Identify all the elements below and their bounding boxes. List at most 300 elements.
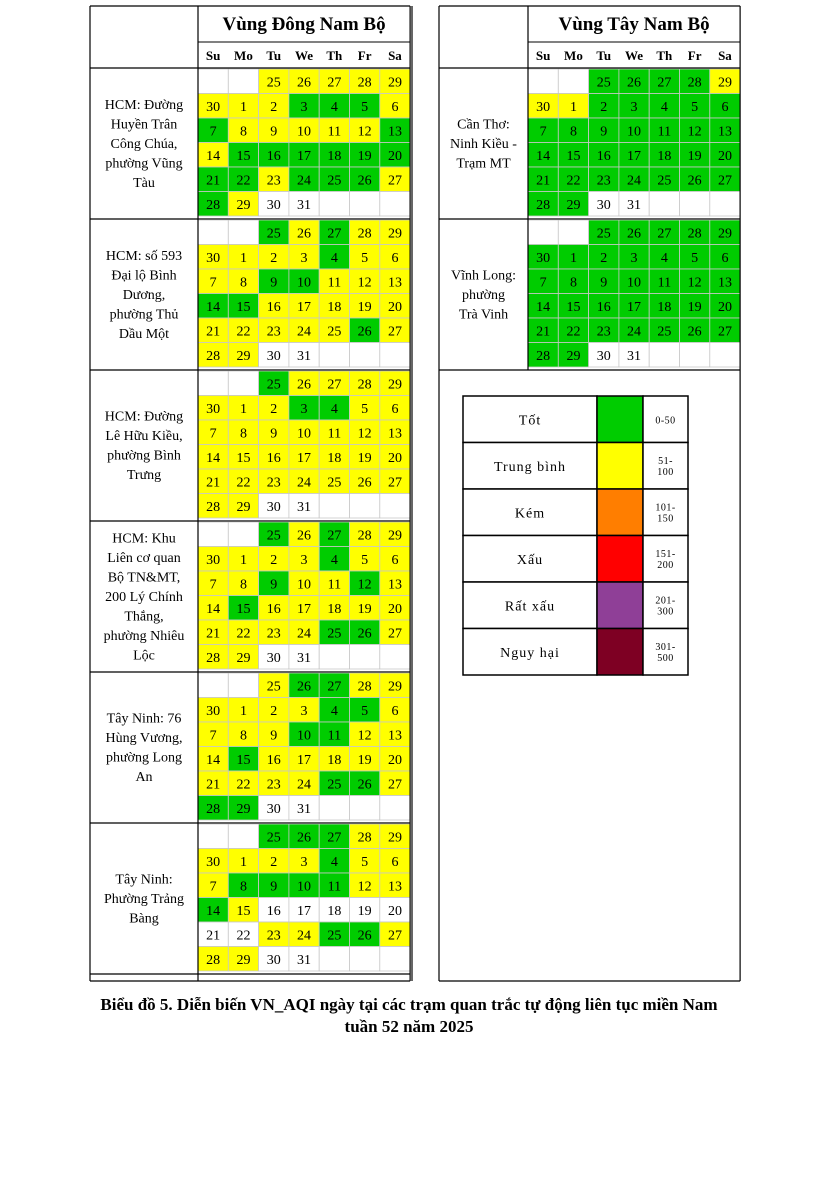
day-number: 21 [536, 173, 551, 189]
aqi-cell [350, 192, 380, 217]
day-number: 25 [266, 377, 281, 393]
legend-label: Trung bình [493, 459, 567, 475]
day-number: 29 [387, 75, 402, 91]
day-number: 16 [596, 148, 611, 164]
day-number: 4 [330, 552, 338, 568]
station-name-line: Bàng [129, 911, 159, 927]
day-number: 12 [357, 577, 372, 593]
weekday-label: We [625, 48, 644, 63]
day-number: 4 [330, 250, 338, 266]
day-number: 5 [361, 552, 369, 568]
station-name-line: Đại lộ Bình [111, 268, 177, 284]
day-number: 26 [297, 679, 312, 695]
day-number: 18 [657, 299, 672, 315]
weekday-label: Su [205, 48, 221, 63]
day-number: 10 [297, 426, 312, 442]
station-name-line: An [135, 770, 153, 785]
day-number: 17 [627, 299, 642, 315]
day-number: 29 [236, 499, 251, 515]
day-number: 22 [566, 324, 581, 340]
day-number: 7 [539, 124, 547, 140]
day-number: 8 [569, 124, 577, 140]
legend-color-swatch [597, 489, 643, 536]
weekday-label: Sa [718, 48, 732, 63]
aqi-cell [680, 192, 710, 217]
station-name-line: Liên cơ quan [107, 550, 181, 566]
day-number: 2 [270, 99, 278, 115]
day-number: 31 [297, 801, 312, 817]
day-number: 29 [717, 226, 732, 242]
day-number: 27 [657, 75, 672, 91]
aqi-cell [350, 796, 380, 821]
day-number: 14 [206, 299, 221, 315]
aqi-cell [228, 824, 258, 849]
day-number: 3 [300, 854, 308, 870]
day-number: 1 [239, 703, 247, 719]
station-name-line: Phường Trảng [104, 891, 184, 907]
day-number: 7 [209, 426, 217, 442]
day-number: 3 [300, 250, 308, 266]
station-name-line: phường [462, 287, 505, 303]
day-number: 17 [297, 903, 312, 919]
day-number: 30 [596, 348, 611, 364]
day-number: 20 [387, 299, 402, 315]
legend-range: 300 [657, 606, 674, 618]
day-number: 10 [297, 577, 312, 593]
aqi-cell [380, 494, 410, 519]
station-name-line: Hùng Vương, [105, 731, 183, 746]
day-number: 28 [536, 348, 551, 364]
day-number: 12 [357, 728, 372, 744]
day-number: 16 [266, 903, 281, 919]
station-name-line: Cần Thơ: [457, 117, 510, 133]
day-number: 13 [387, 577, 402, 593]
day-number: 20 [387, 450, 402, 466]
day-number: 20 [717, 148, 732, 164]
station-name-line: Bộ TN&MT, [107, 570, 181, 586]
day-number: 19 [687, 148, 702, 164]
day-number: 26 [297, 830, 312, 846]
day-number: 3 [300, 703, 308, 719]
day-number: 8 [239, 879, 247, 895]
day-number: 17 [297, 450, 312, 466]
aqi-cell [528, 69, 558, 94]
day-number: 21 [206, 173, 221, 189]
aqi-cell [198, 220, 228, 245]
station-name-line: HCM: Đường [104, 97, 184, 113]
aqi-cell [228, 522, 258, 547]
station-name-line: HCM: Đường [104, 409, 184, 425]
aqi-cell [380, 645, 410, 670]
day-number: 12 [357, 879, 372, 895]
day-number: 16 [266, 450, 281, 466]
station-name-line: phường Vũng [105, 156, 183, 172]
day-number: 31 [627, 348, 642, 364]
day-number: 29 [236, 801, 251, 817]
aqi-cell [649, 343, 679, 368]
day-number: 2 [270, 552, 278, 568]
day-number: 8 [239, 577, 247, 593]
day-number: 29 [387, 679, 402, 695]
day-number: 5 [361, 854, 369, 870]
day-number: 8 [239, 426, 247, 442]
station-name-line: phường Thủ [109, 307, 179, 323]
day-number: 20 [717, 299, 732, 315]
station-name-line: Lê Hữu Kiều, [105, 429, 183, 444]
aqi-cell [380, 343, 410, 368]
day-number: 29 [236, 197, 251, 213]
day-number: 6 [391, 703, 399, 719]
weekday-label: Th [656, 48, 673, 63]
day-number: 29 [387, 528, 402, 544]
day-number: 19 [357, 752, 372, 768]
aqi-cell [350, 947, 380, 972]
day-number: 1 [569, 250, 577, 266]
station-name-line: Ninh Kiều - [450, 136, 517, 152]
day-number: 28 [206, 348, 221, 364]
day-number: 19 [357, 601, 372, 617]
day-number: 25 [327, 928, 342, 944]
day-number: 4 [330, 99, 338, 115]
day-number: 17 [297, 299, 312, 315]
aqi-cell [228, 69, 258, 94]
day-number: 11 [327, 275, 342, 291]
day-number: 15 [236, 148, 251, 164]
aqi-cell [350, 494, 380, 519]
day-number: 26 [357, 777, 372, 793]
legend-range: 150 [657, 513, 674, 525]
day-number: 1 [239, 99, 247, 115]
weekday-label: Tu [596, 48, 612, 63]
day-number: 3 [630, 250, 638, 266]
station-name-line: Dầu Một [118, 326, 170, 342]
day-number: 10 [297, 124, 312, 140]
day-number: 25 [657, 173, 672, 189]
day-number: 29 [236, 952, 251, 968]
legend-label: Tốt [518, 413, 542, 429]
day-number: 11 [327, 124, 342, 140]
aqi-cell [350, 645, 380, 670]
day-number: 25 [327, 777, 342, 793]
day-number: 25 [266, 528, 281, 544]
day-number: 12 [357, 124, 372, 140]
day-number: 11 [327, 426, 342, 442]
aqi-cell [319, 645, 349, 670]
day-number: 4 [330, 854, 338, 870]
day-number: 30 [206, 401, 221, 417]
day-number: 2 [270, 854, 278, 870]
day-number: 21 [536, 324, 551, 340]
day-number: 15 [236, 752, 251, 768]
aqi-cell [198, 371, 228, 396]
aqi-cell [319, 947, 349, 972]
day-number: 8 [239, 728, 247, 744]
day-number: 26 [357, 324, 372, 340]
day-number: 31 [297, 650, 312, 666]
day-number: 17 [297, 601, 312, 617]
day-number: 13 [387, 728, 402, 744]
day-number: 26 [297, 528, 312, 544]
aqi-cell [350, 343, 380, 368]
day-number: 27 [327, 830, 342, 846]
day-number: 31 [297, 499, 312, 515]
day-number: 24 [297, 173, 312, 189]
day-number: 22 [236, 928, 251, 944]
day-number: 24 [297, 475, 312, 491]
day-number: 24 [297, 324, 312, 340]
day-number: 29 [387, 830, 402, 846]
day-number: 13 [387, 879, 402, 895]
day-number: 23 [266, 324, 281, 340]
day-number: 30 [206, 250, 221, 266]
day-number: 5 [361, 703, 369, 719]
station-name-line: 200 Lý Chính [105, 589, 183, 605]
station-name-line: Trưng [126, 468, 162, 483]
legend-color-swatch [597, 582, 643, 629]
aqi-cell [228, 371, 258, 396]
day-number: 21 [206, 324, 221, 340]
aqi-cell [198, 69, 228, 94]
day-number: 7 [209, 728, 217, 744]
day-number: 28 [357, 75, 372, 91]
day-number: 9 [600, 275, 608, 291]
day-number: 10 [297, 275, 312, 291]
station-name-line: Trà Vinh [458, 307, 509, 323]
day-number: 28 [687, 226, 702, 242]
day-number: 4 [660, 99, 668, 115]
day-number: 27 [717, 173, 732, 189]
day-number: 29 [717, 75, 732, 91]
aqi-cell [528, 220, 558, 245]
day-number: 20 [387, 903, 402, 919]
day-number: 30 [536, 99, 551, 115]
day-number: 21 [206, 928, 221, 944]
day-number: 30 [206, 854, 221, 870]
legend-color-swatch [597, 629, 643, 676]
day-number: 5 [361, 99, 369, 115]
day-number: 28 [206, 197, 221, 213]
station-name-line: Công Chúa, [110, 136, 178, 152]
day-number: 22 [236, 626, 251, 642]
day-number: 19 [687, 299, 702, 315]
day-number: 26 [357, 626, 372, 642]
day-number: 19 [357, 299, 372, 315]
day-number: 28 [206, 952, 221, 968]
day-number: 27 [387, 928, 402, 944]
day-number: 26 [687, 324, 702, 340]
day-number: 30 [206, 703, 221, 719]
day-number: 26 [627, 226, 642, 242]
station-name-line: Vĩnh Long: [451, 268, 516, 284]
day-number: 17 [627, 148, 642, 164]
day-number: 27 [387, 475, 402, 491]
day-number: 7 [209, 124, 217, 140]
day-number: 29 [387, 377, 402, 393]
legend-label: Rất xấu [504, 599, 556, 615]
day-number: 8 [239, 275, 247, 291]
day-number: 12 [687, 124, 702, 140]
day-number: 25 [327, 173, 342, 189]
day-number: 23 [266, 928, 281, 944]
day-number: 5 [691, 99, 699, 115]
day-number: 25 [327, 475, 342, 491]
day-number: 9 [270, 879, 278, 895]
day-number: 29 [236, 650, 251, 666]
day-number: 29 [566, 348, 581, 364]
day-number: 28 [206, 499, 221, 515]
day-number: 30 [206, 99, 221, 115]
day-number: 26 [297, 75, 312, 91]
day-number: 28 [357, 528, 372, 544]
weekday-label: Tu [266, 48, 282, 63]
day-number: 25 [266, 830, 281, 846]
station-name-line: Huyền Trân [110, 117, 178, 133]
day-number: 15 [566, 148, 581, 164]
day-number: 8 [239, 124, 247, 140]
day-number: 18 [327, 601, 342, 617]
station-name-line: Trạm MT [456, 156, 511, 172]
day-number: 17 [297, 148, 312, 164]
day-number: 14 [206, 752, 221, 768]
day-number: 9 [270, 728, 278, 744]
day-number: 2 [600, 99, 608, 115]
legend-range: 51- [658, 455, 673, 467]
day-number: 14 [206, 148, 221, 164]
day-number: 22 [566, 173, 581, 189]
day-number: 1 [239, 250, 247, 266]
day-number: 23 [266, 173, 281, 189]
day-number: 29 [387, 226, 402, 242]
day-number: 30 [596, 197, 611, 213]
day-number: 19 [357, 903, 372, 919]
aqi-cell [319, 192, 349, 217]
legend-color-swatch [597, 443, 643, 490]
weekday-label: Mo [234, 48, 253, 63]
day-number: 10 [297, 728, 312, 744]
day-number: 16 [266, 601, 281, 617]
day-number: 25 [596, 226, 611, 242]
day-number: 22 [236, 173, 251, 189]
region-title-1: Vùng Tây Nam Bộ [558, 14, 710, 35]
legend-range: 500 [657, 652, 674, 664]
day-number: 27 [327, 75, 342, 91]
day-number: 30 [266, 801, 281, 817]
day-number: 16 [266, 148, 281, 164]
aqi-cell [649, 192, 679, 217]
day-number: 3 [300, 552, 308, 568]
day-number: 9 [600, 124, 608, 140]
day-number: 7 [209, 275, 217, 291]
day-number: 21 [206, 626, 221, 642]
day-number: 27 [327, 377, 342, 393]
day-number: 12 [687, 275, 702, 291]
day-number: 30 [206, 552, 221, 568]
day-number: 6 [721, 99, 729, 115]
weekday-label: We [295, 48, 314, 63]
day-number: 21 [206, 475, 221, 491]
aqi-cell [198, 522, 228, 547]
day-number: 30 [536, 250, 551, 266]
day-number: 27 [327, 226, 342, 242]
day-number: 5 [691, 250, 699, 266]
legend-label: Kém [514, 506, 546, 522]
day-number: 28 [357, 679, 372, 695]
weekday-label: Sa [388, 48, 402, 63]
day-number: 11 [327, 728, 342, 744]
station-name-line: HCM: Khu [112, 531, 176, 547]
day-number: 31 [297, 348, 312, 364]
day-number: 9 [270, 577, 278, 593]
day-number: 25 [657, 324, 672, 340]
day-number: 26 [627, 75, 642, 91]
day-number: 16 [596, 299, 611, 315]
day-number: 23 [266, 777, 281, 793]
day-number: 11 [657, 275, 672, 291]
day-number: 18 [327, 752, 342, 768]
legend-range: 0-50 [655, 415, 676, 427]
day-number: 7 [539, 275, 547, 291]
aqi-cell [198, 824, 228, 849]
day-number: 26 [357, 928, 372, 944]
day-number: 17 [297, 752, 312, 768]
day-number: 27 [657, 226, 672, 242]
aqi-cell [319, 494, 349, 519]
day-number: 6 [391, 552, 399, 568]
day-number: 9 [270, 275, 278, 291]
weekday-label: Mo [564, 48, 583, 63]
day-number: 28 [357, 830, 372, 846]
day-number: 15 [236, 903, 251, 919]
day-number: 11 [327, 879, 342, 895]
day-number: 23 [266, 626, 281, 642]
day-number: 31 [297, 197, 312, 213]
day-number: 31 [297, 952, 312, 968]
aqi-cell [710, 343, 740, 368]
day-number: 15 [236, 450, 251, 466]
day-number: 24 [297, 626, 312, 642]
day-number: 30 [266, 650, 281, 666]
day-number: 28 [687, 75, 702, 91]
day-number: 26 [297, 226, 312, 242]
legend-label: Xấu [516, 552, 544, 568]
weekday-label: Su [535, 48, 551, 63]
day-number: 25 [266, 75, 281, 91]
day-number: 25 [266, 679, 281, 695]
day-number: 25 [327, 324, 342, 340]
day-number: 2 [270, 250, 278, 266]
day-number: 18 [327, 903, 342, 919]
day-number: 26 [687, 173, 702, 189]
day-number: 15 [236, 299, 251, 315]
station-name-line: phường Long [105, 750, 183, 766]
day-number: 30 [266, 952, 281, 968]
day-number: 7 [209, 577, 217, 593]
day-number: 6 [391, 401, 399, 417]
day-number: 2 [270, 703, 278, 719]
day-number: 9 [270, 124, 278, 140]
day-number: 6 [391, 99, 399, 115]
station-name-line: Tây Ninh: [115, 872, 173, 888]
day-number: 12 [357, 426, 372, 442]
weekday-label: Th [326, 48, 343, 63]
aqi-cell [710, 192, 740, 217]
day-number: 23 [596, 324, 611, 340]
day-number: 4 [330, 401, 338, 417]
day-number: 26 [357, 173, 372, 189]
day-number: 15 [566, 299, 581, 315]
day-number: 26 [297, 377, 312, 393]
day-number: 25 [266, 226, 281, 242]
